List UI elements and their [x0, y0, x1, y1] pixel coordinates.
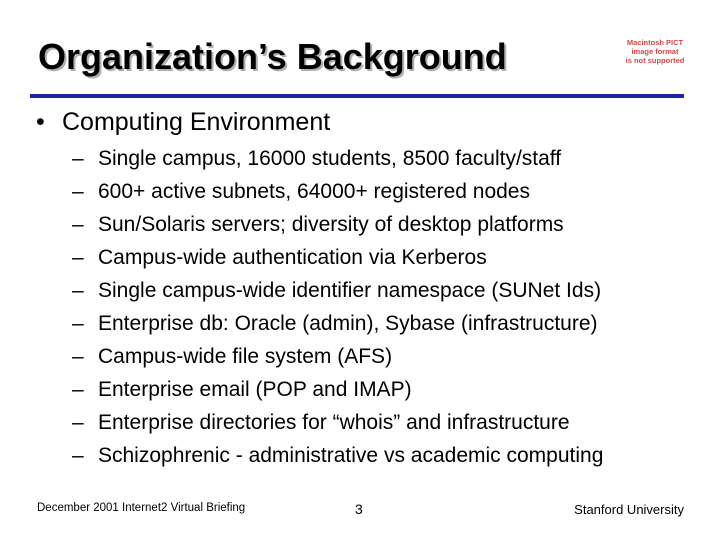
dash-icon: – [72, 378, 84, 401]
placeholder-line: Macintosh PICT [626, 38, 684, 47]
page-number: 3 [355, 501, 363, 517]
dash-icon: – [72, 147, 84, 170]
sub-bullet-text: Enterprise directories for “whois” and infrastructure [98, 411, 570, 434]
sub-bullet-item [72, 343, 603, 376]
sub-bullet-item [72, 277, 603, 310]
sub-bullet-text: Single campus-wide identifier namespace (SUNet Ids) [98, 279, 602, 302]
sub-bullet-text: Sun/Solaris servers; diversity of desktop platforms [98, 213, 564, 236]
unsupported-image-placeholder [622, 38, 688, 65]
sub-bullet-item [72, 376, 603, 409]
sub-bullet-text: Enterprise db: Oracle (admin), Sybase (infrastructure) [98, 312, 598, 335]
sub-bullet-item [72, 211, 603, 244]
main-bullet [36, 108, 330, 137]
sub-bullet-item [72, 178, 603, 211]
dash-icon: – [72, 213, 84, 236]
sub-bullet-item [72, 442, 603, 475]
dash-icon: – [72, 279, 84, 302]
sub-bullet-item [72, 310, 603, 343]
sub-bullet-text: Campus-wide file system (AFS) [98, 345, 393, 368]
main-bullet-text: Computing Environment [62, 108, 331, 136]
dash-icon: – [72, 345, 84, 368]
dash-icon: – [72, 411, 84, 434]
sub-bullet-text: Single campus, 16000 students, 8500 faculty/staff [98, 147, 562, 170]
bullet-dot-icon: • [36, 108, 45, 136]
sub-bullet-text: Schizophrenic - administrative vs academic computing [98, 444, 604, 467]
footer-organization: Stanford University [574, 502, 684, 517]
dash-icon: – [72, 246, 84, 269]
dash-icon: – [72, 312, 84, 335]
sub-bullet-text: 600+ active subnets, 64000+ registered nodes [98, 180, 530, 203]
dash-icon: – [72, 180, 84, 203]
slide-title: Organization’s Background [38, 36, 507, 77]
footer-event: December 2001 Internet2 Virtual Briefing [37, 502, 246, 514]
sub-bullet-text: Enterprise email (POP and IMAP) [98, 378, 412, 401]
sub-bullet-item [72, 409, 603, 442]
placeholder-line: is not supported [625, 56, 685, 65]
sub-bullet-item [72, 145, 603, 178]
sub-bullet-list [72, 145, 603, 475]
title-divider [30, 94, 684, 98]
sub-bullet-text: Campus-wide authentication via Kerberos [98, 246, 487, 269]
placeholder-line: image format [631, 47, 679, 56]
dash-icon: – [72, 444, 84, 467]
sub-bullet-item [72, 244, 603, 277]
